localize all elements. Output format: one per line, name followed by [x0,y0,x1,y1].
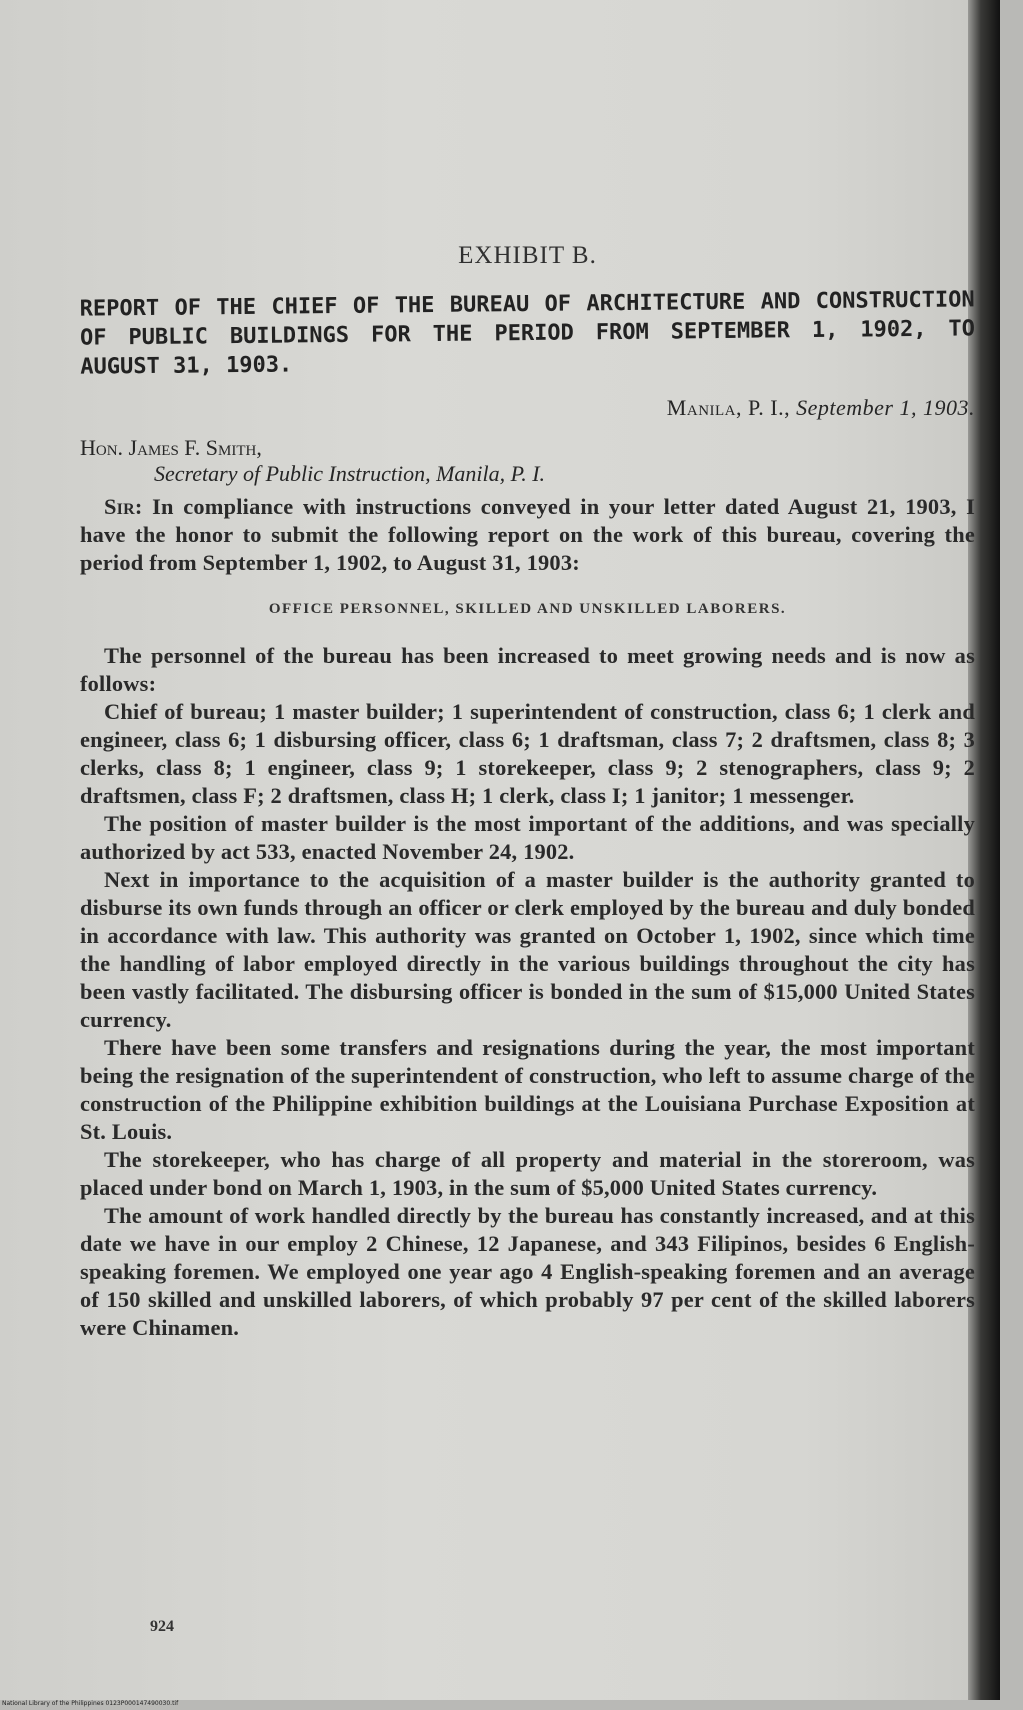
addressee-title: Secretary of Public Instruction, Manila, P. I. [154,461,546,486]
paragraph: There have been some transfers and resignations during the year, the most important being the resignation of the superintendent of construction, who left to assume charge of the construction of the Philippine exhibition buildings at the Louisiana Purchase Exposition at St. Louis. [80,1035,975,1144]
section-heading: OFFICE PERSONNEL, SKILLED AND UNSKILLED LABORERS. [268,601,787,617]
addressee [80,435,975,487]
addressee-name: Hon. James F. Smith, [80,435,262,460]
page-number: 924 [150,1618,174,1635]
salutation: Sir: [104,494,143,519]
intro-text: In compliance with instructions conveyed in your letter dated August 21, 1903, I have the honor to submit the following report on the work of this bureau, covering the period from September 1, 1902, to August 31, 1903: [80,494,975,575]
dateline-date: September 1, 1903. [796,395,975,420]
dateline-place: Manila, P. I., [666,395,791,420]
paragraph: Next in importance to the acquisition of a master builder is the authority granted to disburse its own funds through an officer or clerk employed by the bureau and duly bonded in accordance with law. This authority was granted on October 1, 1902, since which time the handling of labor employed directly in the various buildings throughout the city has been vastly facilitated. The disbursing officer is bonded in the sum of $15,000 United States currency. [80,867,975,1032]
dateline [80,395,975,421]
exhibit-heading: EXHIBIT B. [458,242,597,269]
report-title: REPORT OF THE CHIEF OF THE BUREAU OF ARCHITECTURE AND CONSTRUCTION OF PUBLIC BUILDINGS FOR THE PERIOD FROM SEPTEMBER 1, 1902, TO AUGUST 31, 1903. [79,287,976,380]
paragraph: Chief of bureau; 1 master builder; 1 superintendent of construction, class 6; 1 clerk and engineer, class 6; 1 disbursing officer, class 6; 1 draftsman, class 7; 2 draftsmen, class 8; 3 clerks, class 8; 1 engineer, class 9; 1 storekeeper, class 9; 2 stenographers, class 9; 2 draftsmen, class F; 2 draftsmen, class H; 1 clerk, class I; 1 janitor; 1 messenger. [80,699,975,808]
intro-paragraph [80,493,975,577]
page-content [80,242,975,1342]
paragraph: The personnel of the bureau has been increased to meet growing needs and is now as follows: [80,643,975,696]
scan-footer: National Library of the Philippines 0123P000147490030.tif [2,1700,179,1707]
paragraph: The storekeeper, who has charge of all property and material in the storeroom, was placed under bond on March 1, 1903, in the sum of $5,000 United States currency. [80,1147,975,1200]
paragraph: The position of master builder is the most important of the additions, and was specially authorized by act 533, enacted November 24, 1902. [80,811,975,864]
paragraph: The amount of work handled directly by the bureau has constantly increased, and at this date we have in our employ 2 Chinese, 12 Japanese, and 343 Filipinos, besides 6 English-speaking foremen. We employed one year ago 4 English-speaking foremen and an average of 150 skilled and unskilled laborers, of which probably 97 per cent of the skilled laborers were Chinamen. [80,1203,975,1340]
